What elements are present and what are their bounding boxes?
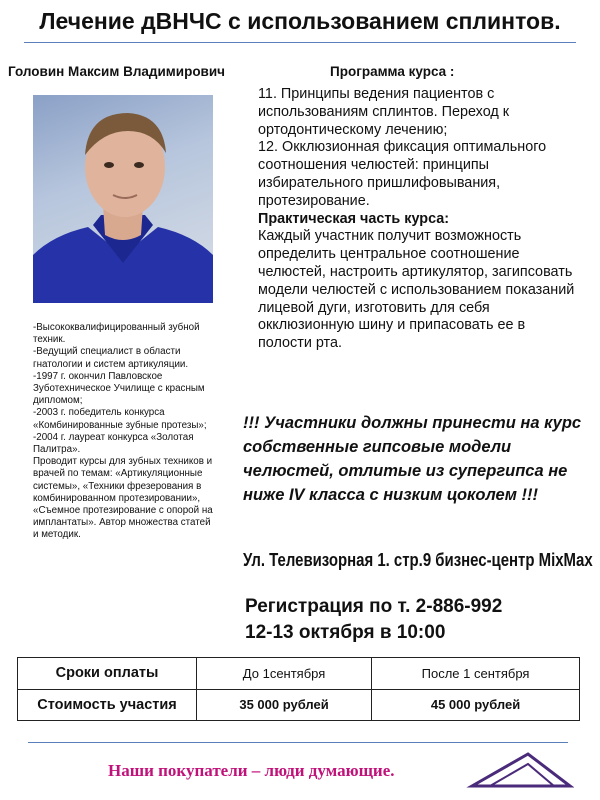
bio-line: -2003 г. победитель конкурса «Комбинированные зубные протезы»; bbox=[33, 407, 207, 431]
program-paragraph: 11. Принципы ведения пациентов с использованиям сплинтов. Переход к ортодонтическому лечению; bbox=[258, 86, 510, 138]
program-paragraph: 12. Окклюзионная фиксация оптимального соотношения челюстей: принципы избирательного пришлифовывания, протезирование. bbox=[258, 139, 547, 209]
footer-slogan: Наши покупатели – люди думающие. bbox=[108, 761, 395, 780]
table-cell: Стоимость участия bbox=[18, 689, 197, 721]
title-divider bbox=[24, 42, 576, 43]
pricing-table bbox=[17, 657, 580, 721]
page-title: Лечение дВНЧС с использованием сплинтов. bbox=[39, 8, 561, 34]
program-subheading: Практическая часть курса: bbox=[258, 210, 450, 227]
author-bio bbox=[33, 322, 213, 542]
venue-address: Ул. Телевизорная 1. стр.9 бизнес-центр MixMax bbox=[243, 550, 593, 570]
registration-phone: Регистрация по т. 2-886-992 bbox=[245, 596, 503, 617]
footer-divider bbox=[28, 742, 568, 743]
table-cell: 35 000 рублей bbox=[197, 689, 372, 721]
author-photo bbox=[33, 95, 213, 303]
table-cell: До 1сентября bbox=[197, 658, 372, 690]
table-cell: 45 000 рублей bbox=[372, 689, 580, 721]
bio-line: -Ведущий специалист в области гнатологии и систем артикуляции. bbox=[33, 346, 189, 370]
participant-notice: !!! Участники должны принести на курс собственные гипсовые модели челюстей, отлитые из супергипса не ниже IV класса с низким цоколем !!! bbox=[243, 414, 582, 504]
company-logo bbox=[466, 748, 574, 790]
program-text bbox=[258, 86, 580, 353]
bio-line: -Высококвалифицированный зубной техник. bbox=[33, 322, 200, 346]
program-heading: Программа курса : bbox=[330, 64, 455, 79]
bio-line: Проводит курсы для зубных техников и врачей по темам: «Артикуляционные системы», «Техники фрезерования в комбинированном протезировании», «Съемное протезирование с опорой на имплантаты». Автор множества статей и методик. bbox=[33, 456, 213, 541]
author-name: Головин Максим Владимирович bbox=[8, 64, 225, 79]
course-dates: 12-13 октября в 10:00 bbox=[245, 622, 446, 643]
bio-line: -1997 г. окончил Павловское Зуботехническое Училище с красным дипломом; bbox=[33, 370, 205, 407]
bio-line: -2004 г. лауреат конкурса «Золотая Палитра». bbox=[33, 431, 194, 456]
table-cell: Сроки оплаты bbox=[18, 658, 197, 690]
table-cell: После 1 сентября bbox=[372, 658, 580, 690]
table-row bbox=[18, 658, 580, 690]
registration-info bbox=[245, 594, 502, 646]
program-paragraph: Каждый участник получит возможность определить центральное соотношение челюстей, настроить артикулятор, загипсовать модели челюстей с использованием показаний лицевой дуги, изготовить для себя окклюзионную шину и припасовать ее в полости рта. bbox=[258, 228, 575, 352]
table-row bbox=[18, 689, 580, 721]
